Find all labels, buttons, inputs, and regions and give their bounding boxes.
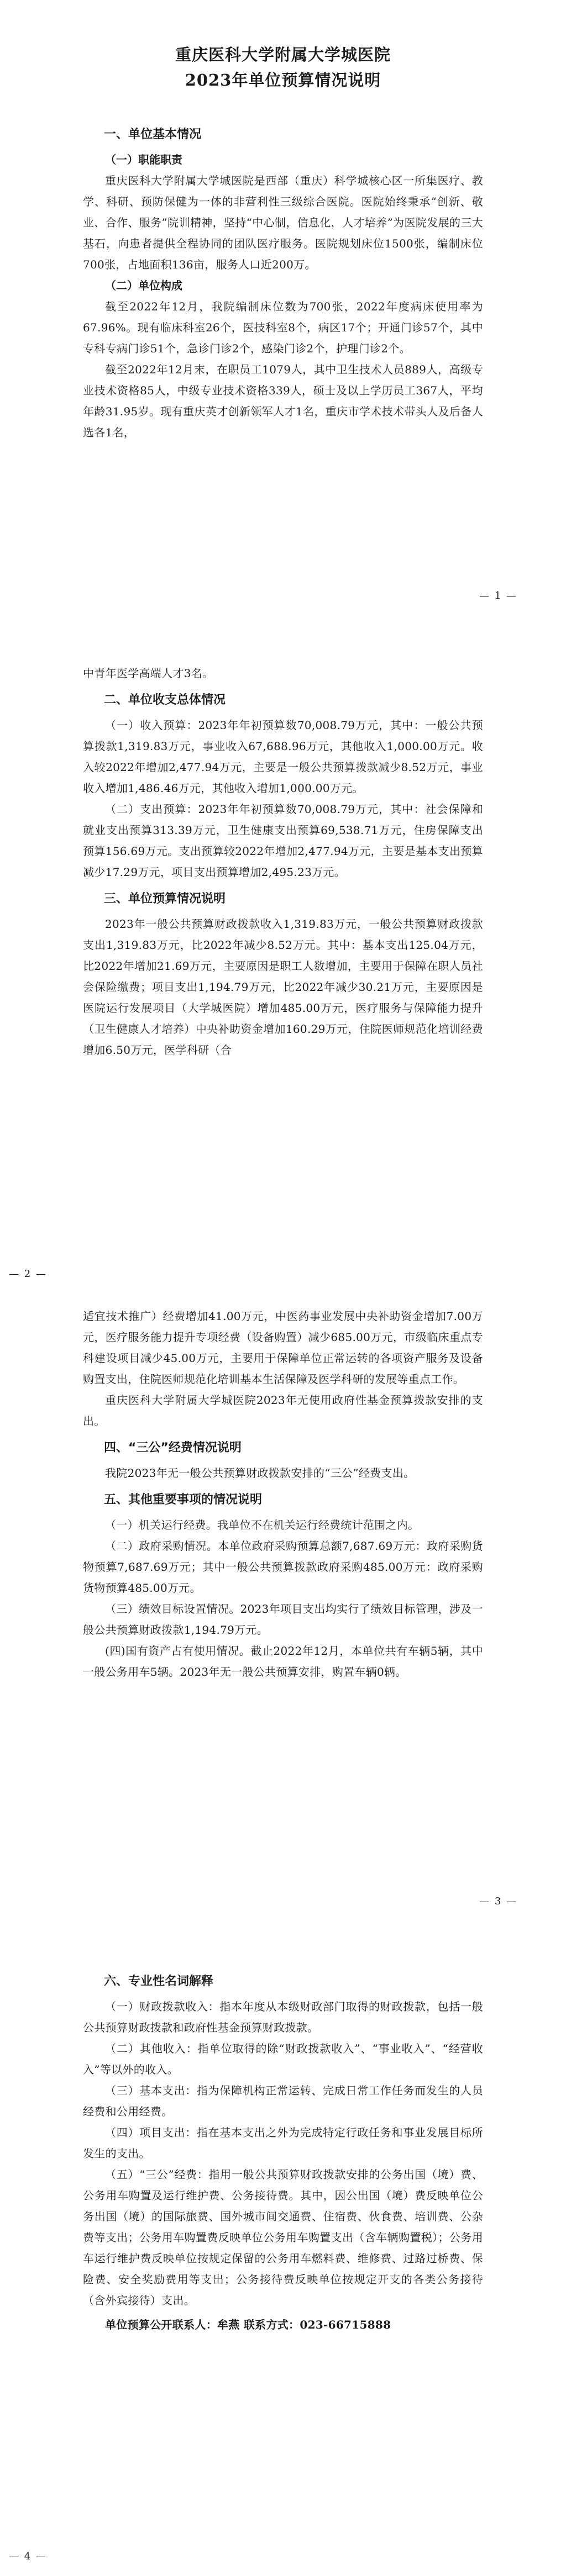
section-6-term-4: （四）项目支出：指在基本支出之外为完成特定行政任务和事业发展目标所发生的支出。 (83, 2126, 483, 2160)
section-2-income-paragraph: （一）收入预算：2023年年初预算数70,008.79万元，其中：一般公共预算拨款1,319.83万元，事业收入67,688.96万元，其他收入1,000.00万元。收入较2022年增加2,477.94万元，主要是一般公共预算拨款减少8.52万元，事业收入增加1,486.46万元，其他收入增加1,000.00万元。 (83, 719, 483, 795)
section-1-sub-2-text-1: 截至2022年12月，我院编制床位数为700张，2022年度病床使用率为67.96%。现有临床科室26个，医技科室8个，病区17个；开通门诊57个，其中专科专病门诊51个，急诊门诊2个，感染门诊2个，护理门诊2个。 (83, 300, 483, 355)
section-1-heading: 一、单位基本情况 (104, 128, 202, 141)
page-number-3: — 3 — (479, 1896, 517, 1907)
page-2 (0, 644, 566, 1288)
section-6-term-5: （五）“三公”经费：指用一般公共预算财政拨款安排的公务出国（境）费、公务用车购置及运行维护费、公务接待费。其中，因公出国（境）费反映单位公务出国（境）的国际旅费、国外城市间交通费、住宿费、伙食费、培训费、公杂费等支出；公务用车购置费反映单位公务用车购置支出（含车辆购置税）；公务用车运行维护费反映单位按规定保留的公务用车燃料费、维修费、过路过桥费、保险费、安全奖励费用等支出；公务接待费反映单位按规定开支的各类公务接待（含外宾接待）支出。 (83, 2168, 483, 2307)
page-number-1: — 1 — (479, 590, 517, 601)
section-4-paragraph: 我院2023年无一般公共预算财政拨款安排的“三公”经费支出。 (105, 1466, 415, 1480)
section-6-heading: 六、专业性名词解释 (104, 1975, 214, 1988)
section-1-sub-2-label: （二）单位构成 (105, 279, 182, 292)
section-3-paragraph-1-continued: 适宜技术推广）经费增加41.00万元，中医药事业发展中央补助资金增加7.00万元，医疗服务能力提升专项经费（设备购置）减少685.00万元，市级临床重点专科建设项目减少45.00万元，主要用于保障单位正常运转的各项资产服务及设备购置支出，住院医师规范化培训基本生活保障及医学科研的发展等重点工作。 (83, 1310, 483, 1386)
section-6-term-2: （二）其他收入：指单位取得的除“财政拨款收入”、“事业收入”、“经营收入”等以外的收入。 (83, 2042, 483, 2076)
section-3-paragraph-2: 重庆医科大学附属大学城医院2023年无使用政府性基金预算拨款安排的支出。 (83, 1393, 483, 1428)
section-6-term-1: （一）财政拨款收入：指本年度从本级财政部门取得的财政拨款，包括一般公共预算财政拨款和政府性基金预算财政拨款。 (83, 2000, 483, 2034)
section-3-heading: 三、单位预算情况说明 (104, 892, 226, 906)
section-5-item-1: （一）机关运行经费。我单位不在机关运行经费统计范围之内。 (105, 1518, 420, 1532)
section-5-heading: 五、其他重要事项的情况说明 (104, 1493, 263, 1507)
section-1-sub-2-text-2-continued: 中青年医学高端人才3名。 (83, 667, 214, 680)
contact-line: 单位预算公开联系人：牟燕 联系方式：023-66715888 (105, 2318, 391, 2331)
page-number-4: — 4 — (9, 2551, 47, 2562)
page-3 (0, 1288, 566, 1932)
document-title-line-2: 2023年单位预算情况说明 (185, 71, 381, 89)
page-number-2: — 2 — (9, 1268, 47, 1280)
section-1-sub-2-text-2: 截至2022年12月末，在职员工1079人，其中卫生技术人员889人，高级专业技术资格85人，中级专业技术资格339人，硕士及以上学历员工367人，平均年龄31.95岁。现有重庆英才创新领军人才1名，重庆市学术技术带头人及后备人选各1名， (83, 363, 483, 439)
page-4 (0, 1932, 566, 2576)
section-1-sub-1-label: （一）职能职责 (105, 153, 182, 166)
section-3-paragraph-1: 2023年一般公共预算财政拨款收入1,319.83万元，一般公共预算财政拨款支出1,319.83万元，比2022年减少8.52万元。其中：基本支出125.04万元，比2022年增加21.69万元，主要原因是职工人数增加，主要用于保障在职人员社会保险缴费；项目支出1,194.79万元，比2022年减少30.21万元，主要原因是医院运行发展项目（大学城医院）增加485.00万元，医疗服务与保障能力提升（卫生健康人才培养）中央补助资金增加160.29万元，住院医师规范化培训经费增加6.50万元，医学科研（合 (83, 917, 483, 1057)
section-2-heading: 二、单位收支总体情况 (104, 693, 226, 707)
section-6-term-3: （三）基本支出：指为保障机构正常运转、完成日常工作任务而发生的人员经费和公用经费。 (83, 2084, 483, 2118)
section-5-item-3: （三）绩效目标设置情况。2023年项目支出均实行了绩效目标管理，涉及一般公共预算财政拨款1,194.79万元。 (83, 1602, 483, 1637)
page-1 (0, 0, 566, 644)
section-2-expense-paragraph: （二）支出预算：2023年年初预算数70,008.79万元，其中：社会保障和就业支出预算313.39万元，卫生健康支出预算69,538.71万元，住房保障支出预算156.69万元。支出预算较2022年增加2,477.94万元，主要是基本支出预算减少17.29万元，项目支出预算增加2,495.23万元。 (83, 803, 483, 879)
section-4-heading: 四、“三公”经费情况说明 (104, 1441, 242, 1455)
section-5-item-4: (四)国有资产占有使用情况。截止2022年12月，本单位共有车辆5辆，其中一般公务用车5辆。2023年无一般公共预算安排，购置车辆0辆。 (83, 1644, 483, 1678)
section-5-item-2: （二）政府采购情况。本单位政府采购预算总额7,687.69万元：政府采购货物预算7,687.69万元；其中一般公共预算拨款政府采购485.00万元：政府采购货物预算485.00万元。 (83, 1539, 483, 1595)
section-1-sub-1-text: 重庆医科大学附属大学城医院是西部（重庆）科学城核心区一所集医疗、教学、科研、预防保健为一体的非营利性三级综合医院。医院始终秉承“创新、敬业、合作、服务”院训精神，坚持“中心制，信息化，人才培养”为医院发展的三大基石，向患者提供全程协同的团队医疗服务。医院规划床位1500张，编制床位700张，占地面积136亩，服务人口近200万。 (83, 174, 483, 271)
document-title-line-1: 重庆医科大学附属大学城医院 (175, 45, 391, 64)
